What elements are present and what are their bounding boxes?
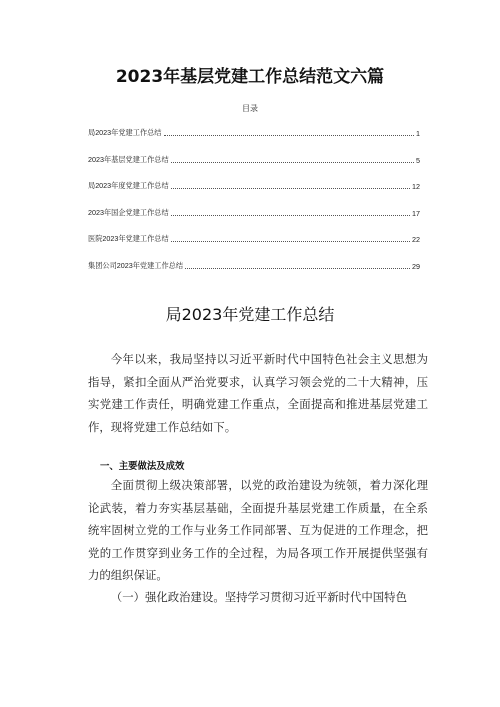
- document-title: 2023年基层党建工作总结范文六篇: [115, 67, 385, 87]
- toc-leader-dots: [171, 161, 414, 163]
- section-title: 局2023年党建工作总结: [165, 305, 335, 324]
- body-paragraph: （一）强化政治建设。坚持学习贯彻习近平新时代中国特色: [110, 590, 407, 604]
- toc-leader-dots: [171, 240, 410, 242]
- table-of-contents: [88, 128, 420, 288]
- toc-entry-title: 2023年国企党建工作总结: [88, 207, 169, 217]
- toc-entry[interactable]: [88, 234, 420, 244]
- toc-entry[interactable]: [88, 128, 420, 138]
- toc-entry-page: 12: [412, 182, 420, 192]
- body-paragraph: 今年以来，我局坚持以习近平新时代中国特色社会主义思想为指导，紧扣全面从严治党要求，认真学习领会党的二十大精神，压实党建工作责任，明确党建工作重点，全面提高和推进基层党建工作，现将党建工作总结如下。: [88, 352, 428, 434]
- toc-entry[interactable]: [88, 155, 420, 165]
- toc-entry-page: 29: [412, 261, 420, 271]
- toc-entry[interactable]: [88, 181, 420, 191]
- toc-heading: 目录: [242, 104, 258, 113]
- toc-entry-page: 17: [412, 208, 420, 218]
- body-paragraph: 全面贯彻上级决策部署，以党的政治建设为统领，着力深化理论武装，着力夯实基层基础，全面提升基层党建工作质量，在全系统牢固树立党的工作与业务工作同部署、互为促进的工作理念，把党的工作贯穿到业务工作的全过程，为局各项工作开展提供坚强有力的组织保证。: [88, 478, 428, 583]
- toc-leader-dots: [171, 214, 410, 216]
- toc-leader-dots: [164, 134, 415, 136]
- toc-entry-title: 集团公司2023年党建工作总结: [88, 260, 184, 270]
- toc-entry-page: 5: [416, 155, 420, 165]
- toc-leader-dots: [171, 187, 410, 189]
- toc-entry-title: 医院2023年党建工作总结: [88, 234, 169, 244]
- toc-entry[interactable]: [88, 261, 420, 271]
- toc-entry-title: 局2023年党建工作总结: [88, 128, 162, 137]
- toc-leader-dots: [185, 267, 410, 269]
- toc-entry-page: 1: [416, 129, 420, 138]
- subheading: 一、主要做法及成效: [100, 461, 185, 472]
- toc-entry-title: 2023年基层党建工作总结: [88, 154, 169, 164]
- toc-entry-title: 局2023年度党建工作总结: [88, 181, 169, 191]
- toc-entry-page: 22: [412, 235, 420, 245]
- toc-entry[interactable]: [88, 208, 420, 218]
